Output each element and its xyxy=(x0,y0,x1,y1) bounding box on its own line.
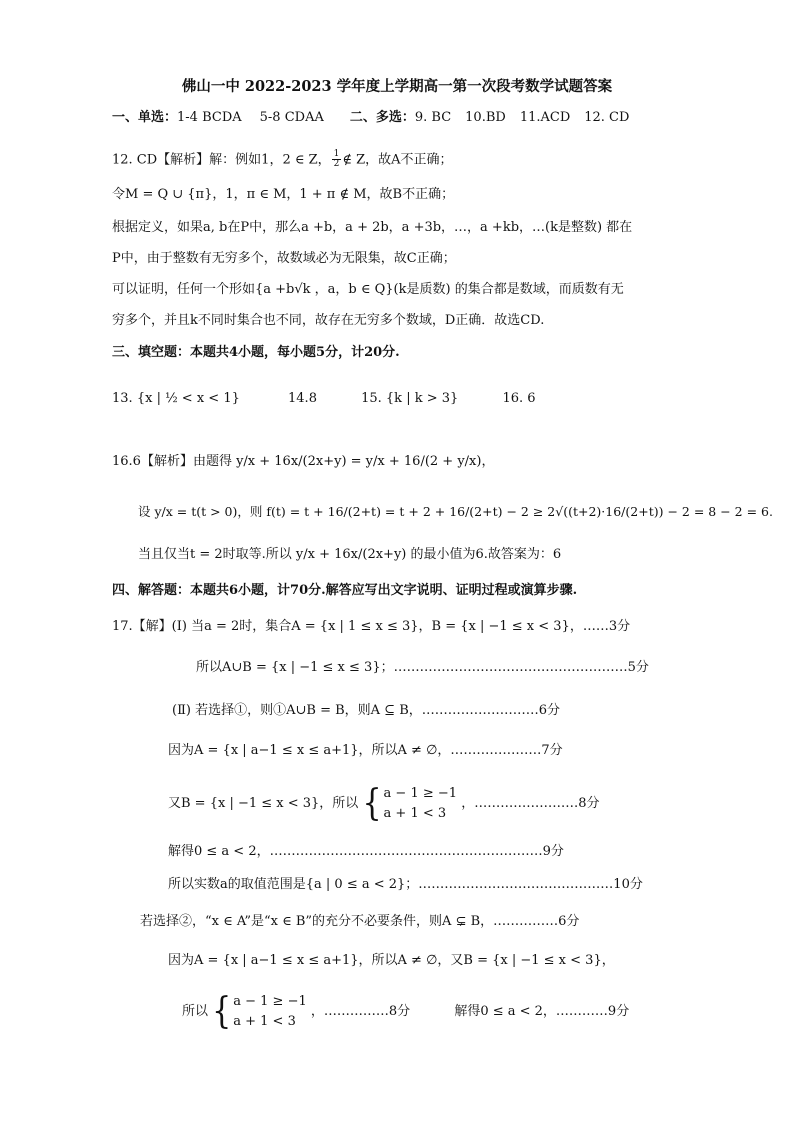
q17-l5-suffix: ，……………………8分 xyxy=(461,796,600,811)
q17-l10-solve: 解得0 ≤ a < 2，…………9分 xyxy=(454,1004,630,1019)
q12-tail: ∉ Z，故A不正确； xyxy=(342,152,453,168)
q17-line-7: 所以实数a的取值范围是{a | 0 ≤ a < 2}；………………………………………10分 xyxy=(168,877,643,892)
system-rows xyxy=(233,992,307,1031)
sec1-label: 一、单选： xyxy=(112,110,178,125)
a15-answer: 15. {k | k > 3} xyxy=(361,391,459,406)
q17-line-9: 因为A = {x | a−1 ≤ x ≤ a+1}，所以A ≠ ∅，又B = {x | −1 ≤ x < 3}， xyxy=(168,953,615,968)
q17-line-4: 因为A = {x | a−1 ≤ x ≤ a+1}，所以A ≠ ∅，…………………7分 xyxy=(168,743,563,758)
q17-line-3: (Ⅱ) 若选择①，则①A∪B = B，则A ⊆ B，………………………6分 xyxy=(172,703,561,718)
q17-line-2: 所以A∪B = {x | −1 ≤ x ≤ 3}；………………………………………………5分 xyxy=(196,660,649,675)
section-4-heading: 四、解答题：本题共6小题，计70分.解答应写出文字说明、证明过程或演算步骤. xyxy=(112,583,578,598)
sec1-a4: 10.BD xyxy=(465,110,506,125)
section-3-heading: 三、填空题：本题共4小题，每小题5分，计20分. xyxy=(112,345,400,360)
q17-line-6: 解得0 ≤ a < 2，………………………………………………………9分 xyxy=(168,844,564,859)
q17-l5-prefix: 又B = {x | −1 ≤ x < 3}，所以 xyxy=(168,796,359,811)
system-row-2: a + 1 < 3 xyxy=(383,805,447,821)
q16-line-1: 16.6【解析】由题得 y/x + 16x/(2x+y) = y/x + 16/(2 + y/x)， xyxy=(112,454,495,469)
q17-line-5 xyxy=(168,781,600,824)
sec1-a6: 12. CD xyxy=(584,110,630,125)
frac-den: 2 xyxy=(333,159,340,170)
sec1-a5: 11.ACD xyxy=(519,110,571,125)
a13-prefix: 13. xyxy=(112,391,133,406)
q17-line-1: 17.【解】(Ⅰ) 当a = 2时，集合A = {x | 1 ≤ x ≤ 3}，B = {x | −1 ≤ x < 3}，……3分 xyxy=(112,619,631,634)
q17-l10-suffix: ，……………8分 xyxy=(310,1004,411,1019)
q12-line-4: P中，由于整数有无穷多个，故数域必为无限集，故C正确； xyxy=(112,251,456,266)
system-row-1: a − 1 ≥ −1 xyxy=(383,786,458,801)
q12-line-5: 可以证明，任何一个形如{a +b√k ，a，b ∈ Q}(k是质数) 的集合都是数域，而质数有无 xyxy=(112,282,624,297)
q12-line-1 xyxy=(112,150,453,170)
a16-answer: 16. 6 xyxy=(502,391,536,406)
q12-line-3: 根据定义，如果a, b在P中，那么a +b，a + 2b，a +3b，…，a +kb，…(k是整数) 都在 xyxy=(112,220,633,235)
sec1-a3: 9. BC xyxy=(414,110,452,125)
system-row-1: a − 1 ≥ −1 xyxy=(233,994,307,1009)
system-brace-1 xyxy=(362,781,458,824)
q16-line-2: 设 y/x = t(t > 0)，则 f(t) = t + 16/(2+t) = t + 2 + 16/(2+t) − 2 ≥ 2√((t+2)·16/(2+t)) − 2 = 8 − 2 = 6. xyxy=(138,504,773,519)
q17-l10-prefix: 所以 xyxy=(182,1004,209,1019)
sec1-a2: 5-8 CDAA xyxy=(259,110,324,125)
sec1-a1: 1-4 BCDA xyxy=(177,110,242,125)
sec2-label: 二、多选： xyxy=(349,110,415,125)
section-1-answers xyxy=(112,111,629,124)
q17-line-8: 若选择②，“x ∈ A”是“x ∈ B”的充分不必要条件，则A ⊊ B，……………6分 xyxy=(140,914,580,929)
a13-answer: {x | ½ < x < 1} xyxy=(136,391,240,406)
left-brace-icon: { xyxy=(362,781,382,824)
page-title: 佛山一中 2022-2023 学年度上学期高一第一次段考数学试题答案 xyxy=(181,78,613,95)
q17-line-10 xyxy=(182,989,630,1032)
system-brace-2 xyxy=(212,989,307,1032)
frac-num: 1 xyxy=(333,149,340,159)
q12-fraction xyxy=(332,150,342,170)
q16-line-3: 当且仅当t = 2时取等.所以 y/x + 16x/(2x+y) 的最小值为6.故答案为：6 xyxy=(138,547,562,562)
left-brace-icon: { xyxy=(212,989,232,1032)
q12-line-6: 穷多个，并且k不同时集合也不同，故存在无穷多个数域，D正确．故选CD. xyxy=(112,313,545,328)
q12-line-2: 令M = Q ∪ {π}，1，π ∈ M，1 + π ∉ M，故B不正确； xyxy=(112,187,455,202)
fill-blank-answers xyxy=(112,392,536,405)
q12-head: 12. CD【解析】解：例如1，2 ∈ Z， xyxy=(112,152,331,168)
a14-answer: 14.8 xyxy=(288,391,317,406)
system-rows xyxy=(384,784,458,823)
system-row-2: a + 1 < 3 xyxy=(233,1013,296,1029)
